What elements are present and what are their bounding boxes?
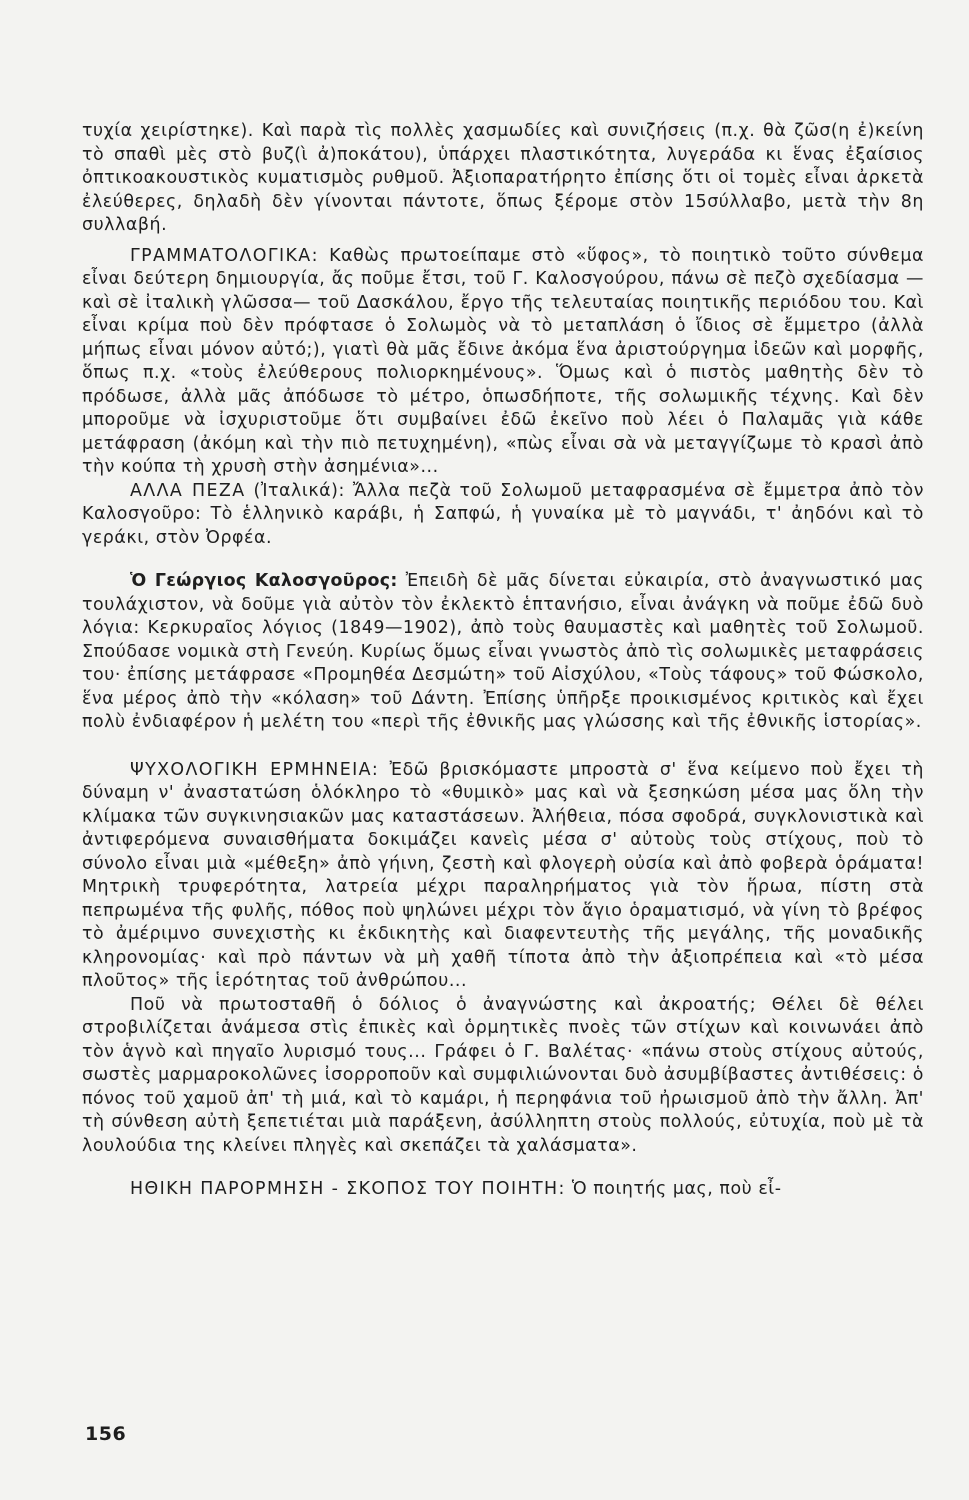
text-column [82, 120, 924, 1202]
paragraph-meter-remarks [82, 120, 924, 238]
section-heading-psychological: ΨΥΧΟΛΟΓΙΚΗ ΕΡΜΗΝΕΙΑ: [130, 759, 380, 780]
paragraph-grammatologika [82, 245, 924, 480]
section-heading-moral: ΗΘΙΚΗ ΠΑΡΟΡΜΗΣΗ - ΣΚΟΠΟΣ ΤΟΥ ΠΟΙΗΤΗ: [130, 1179, 566, 1199]
paragraph-kalosgouros [82, 570, 924, 735]
paragraph-psychological-interpretation [82, 759, 924, 994]
page-number: 156 [85, 1423, 127, 1445]
paragraph-reader [82, 994, 924, 1159]
paragraph-other-prose [82, 480, 924, 551]
paragraph-body: Ὁ ποιητής μας, ποὺ εἶ- [565, 1179, 782, 1199]
section-heading-grammatologika: ΓΡΑΜΜΑΤΟΛΟΓΙΚΑ: [130, 245, 319, 266]
paragraph-body: Ποῦ νὰ πρωτοσταθῆ ὁ δόλιος ὁ ἀναγνώστης καὶ ἀκροατής; Θέλει δὲ θέλει στροβιλίζεται ἀνάμεσα στὶς ἐπικὲς καὶ ὁρμητικὲς πνοὲς τῶν στίχων καὶ κοινωνάει ἀπὸ τὸν ἁγνὸ καὶ πηγαῖο λυρισμό τους... Γράφει ὁ Γ. Βαλέτας· «πάνω στοὺς στίχους αὐτούς, σωστὲς μαρμαροκολῶνες ἰσορροποῦν καὶ συμφιλιώνονται δυὸ ἀσυμβίβαστες ἀντιθέσεις: ὁ πόνος τοῦ χαμοῦ ἀπ' τὴ μιά, καὶ τὸ καμάρι, ἡ περηφάνια τοῦ ἠρωισμοῦ ἀπὸ τὴν ἄλλη. Ἀπ' τὴ σύνθεση αὐτὴ ξεπετιέται μιὰ παράξενη, ἀσύλληπτη στοὺς πολλούς, εὐτυχία, ποὺ μὲ τὰ λουλούδια της κλείνει πληγὲς καὶ σκεπάζει τὰ χαλάσματα». [82, 994, 924, 1156]
paragraph-body: τυχία χειρίστηκε). Καὶ παρὰ τὶς πολλὲς χασμωδίες καὶ συνιζήσεις (π.χ. θὰ ζῶσ(η ἐ)κείνη τὸ σπαθὶ μὲς στὸ βυζ(ὶ ἀ)ποκάτου), ὑπάρχει πλαστικότητα, λυγεράδα κι ἕνας ἐξαίσιος ὀπτικοακουστικὸς κυματισμὸς ρυθμοῦ. Ἀξιοπαρατήρητο ἐπίσης ὅτι οἱ τομὲς εἶναι ἀρκετὰ ἐλεύθερες, δηλαδὴ δὲν γίνονται πάντοτε, ὅπως ξέρομε στὸν 15σύλλαβο, μετὰ τὴν 8η συλλαβή. [82, 121, 924, 235]
paragraph-body: Ἐπειδὴ δὲ μᾶς δίνεται εὐκαιρία, στὸ ἀναγνωστικό μας τουλάχιστον, νὰ δοῦμε γιὰ αὐτὸν τὸν ἐκλεκτὸ ἑπτανήσιο, εἶναι ἀνάγκη νὰ ποῦμε ἐδῶ δυὸ λόγια: Κερκυραῖος λόγιος (1849—1902), ἀπὸ τοὺς θαυμαστὲς καὶ μαθητὲς τοῦ Σολωμοῦ. Σπούδασε νομικὰ στὴ Γενεύη. Κυρίως ὅμως εἶναι γνωστὸς ἀπὸ τὶς σολωμικὲς μεταφράσεις του· ἐπίσης μετάφρασε «Προμηθέα Δεσμώτη» τοῦ Αἰσχύλου, «Τοὺς τάφους» τοῦ Φώσκολο, ἕνα μέρος ἀπὸ τὴν «κόλαση» τοῦ Δάντη. Ἐπίσης ὑπῆρξε προικισμένος κριτικὸς καὶ ἔχει πολὺ ἐνδιαφέρον ἡ μελέτη του «περὶ τῆς ἐθνικῆς μας γλώσσης καὶ τῆς ἐθνικῆς ἱστορίας». [82, 571, 925, 732]
paragraph-body: Ἐδῶ βρισκόμαστε μπροστὰ σ' ἕνα κείμενο ποὺ ἔχει τὴ δύναμη ν' ἀναστατώση ὁλόκληρο τὸ «θυμικὸ» μας καὶ νὰ ξεσηκώση μέσα μας ὅλη τὴν κλίμακα τῶν συγκινησιακῶν μας καταστάσεων. Ἀλήθεια, πόσα σφοδρά, συγκλονιστικὰ καὶ ἀντιφερόμενα συναισθήματα δοκιμάζει κανεὶς μέσα σ' αὐτοὺς τοὺς στίχους, ποὺ τὸ σύνολο εἶναι μιὰ «μέθεξη» ἀπὸ γήινη, ζεστὴ καὶ φλογερὴ οὐσία καὶ ἀπὸ φοβερὰ ὁράματα! Μητρικὴ τρυφερότητα, λατρεία μέχρι παραληρήματος γιὰ τὸν ἥρωα, πίστη στὰ πεπρωμένα τῆς φυλῆς, πόθος ποὺ ψηλώνει μέχρι τὸν ἅγιο ὁραματισμό, νὰ γίνη τὸ βρέφος τὸ ἀμέριμνο συνεχιστὴς κι ἐκδικητὴς καὶ διαφεντευτὴς τῆς μεγάλης, τῆς μοναδικῆς κληρονομίας· καὶ πρὸ πάντων νὰ μὴ χαθῆ τίποτα ἀπὸ τὴν ἀξιοπρέπεια καὶ «τὸ μέσα πλοῦτος» τῆς ἱερότητας τοῦ ἀνθρώπου... [82, 759, 924, 991]
paragraph-body: Καθὼς πρωτοείπαμε στὸ «ὕφος», τὸ ποιητικὸ τοῦτο σύνθεμα εἶναι δεύτερη δημιουργία, ἄς ποῦμε ἔτσι, τοῦ Γ. Καλοσγούρου, πάνω σὲ πεζὸ σχεδίασμα —καὶ σὲ ἰταλικὴ γλῶσσα— τοῦ Δασκάλου, ἔργο τῆς τελευταίας ποιητικῆς περιόδου του. Καὶ εἶναι κρίμα ποὺ δὲν πρόφτασε ὁ Σολωμὸς νὰ τὸ μεταπλάση ὁ ἴδιος σὲ ἔμμετρο (ἀλλὰ μήπως εἶναι μόνον αὐτό;), γιατὶ θὰ μᾶς ἔδινε ἀκόμα ἕνα ἀριστούργημα ἰδεῶν καὶ μορφῆς, ὅπως π.χ. «τοὺς ἐλεύθερους πολιορκημένους». Ὅμως καὶ ὁ πιστὸς μαθητὴς δὲν τὸ πρόδωσε, ἀλλὰ μᾶς ἀπόδωσε τὸ μέτρο, ὁπωσδήποτε, τῆς σολωμικῆς τέχνης. Καὶ δὲν μποροῦμε νὰ ἰσχυριστοῦμε ὅτι συμβαίνει ἐδῶ ἐκεῖνο ποὺ λέει ὁ Παλαμᾶς γιὰ κάθε μετάφραση (ἀκόμη καὶ τὴν πιὸ πετυχημένη), «πὼς εἶναι σὰ νὰ μεταγγίζωμε τὸ κρασὶ ἀπὸ τὴν κούπα τὴ χρυσὴ στὴν ἀσημένια»... [82, 245, 924, 477]
paragraph-moral-exhortation [82, 1178, 924, 1202]
section-heading-other-prose: ΑΛΛΑ ΠΕΖΑ [130, 480, 246, 501]
paragraph-body: (Ἰταλικά): Ἄλλα πεζὰ τοῦ Σολωμοῦ μεταφρασμένα σὲ ἔμμετρα ἀπὸ τὸν Καλοσγοῦρο: Τὸ ἑλληνικὸ καράβι, ἡ Σαπφώ, ἡ γυναίκα μὲ τὸ μαγνάδι, τ' ἀηδόνι καὶ τὸ γεράκι, στὸν Ὀρφέα. [82, 480, 924, 548]
section-heading-kalosgouros: Ὁ Γεώργιος Καλοσγοῦρος: [130, 571, 398, 591]
